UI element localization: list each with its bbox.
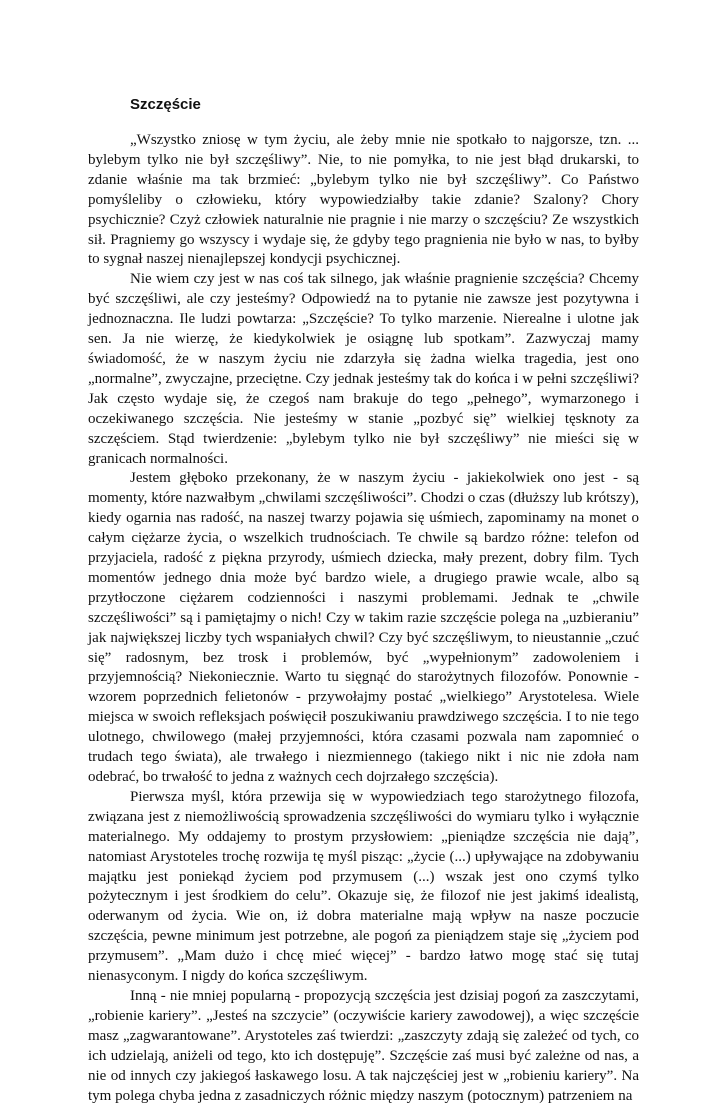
paragraph: Jestem głęboko przekonany, że w naszym życiu - jakiekolwiek ono jest - są momenty, które nazwałbym „chwilami szczęśliwości”. Chodzi o czas (dłuższy lub krótszy), kiedy ogarnia nas radość, na naszej twarzy pojawia się uśmiech, zapominamy na monet o całym ciężarze życia, o wszelkich trudnościach. Te chwile są bardzo różne: telefon od przyjaciela, radość z piękna przyrody, uśmiech dziecka, mały prezent, dobry film. Tych momentów jednego dnia może być bardzo wiele, a drugiego prawie wcale, albo są przytłoczone ciężarem codzienności i naszymi problemami. Jednak te „chwile szczęśliwości” są i pamiętajmy o nich! Czy w takim razie szczęście polega na „uzbieraniu” jak największej liczby tych wspaniałych chwil? Czy być szczęśliwym, to nieustannie „czuć się” radosnym, bez trosk i problemów, być „wypełnionym” zadowoleniem i przyjemnością? Niekoniecznie. Warto tu sięgnąć do starożytnych filozofów. Ponownie - wzorem poprzednich felietonów - przywołajmy postać „wielkiego” Arystotelesa. Wiele miejsca w swoich refleksjach poświęcił poszukiwaniu prawdziwego szczęścia. I to nie tego ulotnego, chwilowego (małej przyjemności, która czasami pozwala nam zapomnieć o trudach tego świata), ale trwałego i niezmiennego (takiego nikt i nic nie zdoła nam odebrać, bo trwałość to jedna z ważnych cech dojrzałego szczęścia). (88, 470, 639, 785)
article-body (88, 131, 639, 1106)
paragraph: Pierwsza myśl, która przewija się w wypowiedziach tego starożytnego filozofa, związana jest z niemożliwością sprowadzenia szczęśliwości do wymiaru tylko i wyłącznie materialnego. My oddajemy to prostym przysłowiem: „pieniądze szczęścia nie dają”, natomiast Arystoteles trochę rozwija tę myśl pisząc: „życie (...) upływające na zdobywaniu majątku jest poniekąd życiem pod przymusem (...) wszak jest ono czymś tylko pożytecznym i jest środkiem do celu”. Okazuje się, że filozof nie jest jakimś idealistą, oderwanym od życia. Wie on, iż dobra materialne mają wpływ na nasze poczucie szczęścia, pewne minimum jest potrzebne, ale pogoń za pieniądzem staje się „życiem pod przymusem”. „Mam dużo i chcę mieć więcej” - bardzo łatwo mogę stać się tutaj nienasyconym. I nigdy do końca szczęśliwym. (88, 788, 639, 985)
paragraph: Inną - nie mniej popularną - propozycją szczęścia jest dzisiaj pogoń za zaszczytami, „robienie kariery”. „Jesteś na szczycie” (oczywiście kariery zawodowej), a więc szczęście masz „zagwarantowane”. Arystoteles zaś twierdzi: „zaszczyty zdają się zależeć od tych, co ich udzielają, aniżeli od tego, kto ich dostępuję”. Szczęście zaś musi być zależne od nas, a nie od innych czy jakiegoś łaskawego losu. A tak najczęściej jest w „robieniu kariery”. Na tym polega chyba jedna z zasadniczych różnic między naszym (potocznym) patrzeniem na (88, 987, 639, 1104)
paragraph: Nie wiem czy jest w nas coś tak silnego, jak właśnie pragnienie szczęścia? Chcemy być szczęśliwi, ale czy jesteśmy? Odpowiedź na to pytanie nie zawsze jest pozytywna i jednoznaczna. Ile ludzi powtarza: „Szczęście? To tylko marzenie. Nierealne i ulotne jak sen. Ja nie wierzę, że kiedykolwiek je osiągnę lub spotkam”. Zazwyczaj mamy świadomość, że w naszym życiu nie zdarzyła się żadna wielka tragedia, jest ono „normalne”, zwyczajne, przeciętne. Czy jednak jesteśmy tak do końca i w pełni szczęśliwi? Jak często wydaje się, że czegoś nam brakuje do tego „pełnego”, wymarzonego i oczekiwanego szczęścia. Nie jesteśmy w stanie „pozbyć się” wielkiej tęsknoty za szczęściem. Stąd twierdzenie: „bylebym tylko nie był szczęśliwy” nie mieści się w granicach normalności. (88, 271, 639, 467)
document-title: Szczęście (130, 96, 201, 113)
paragraph: „Wszystko zniosę w tym życiu, ale żeby mnie nie spotkało to najgorsze, tzn. ... bylebym tylko nie był szczęśliwy”. Nie, to nie pomyłka, to nie jest błąd drukarski, to zdanie właśnie ma tak brzmieć: „bylebym tylko nie był szczęśliwy”. Co Państwo pomyśleliby o człowieku, który wypowiedziałby takie zdanie? Szalony? Chory psychicznie? Czyż człowiek naturalnie nie pragnie i nie marzy o szczęściu? Ze wszystkich sił. Pragniemy go wszyscy i wydaje się, że gdyby tego pragnienia nie było w nas, to byłby to sygnał naszej nienajlepszej kondycji psychicznej. (88, 132, 639, 268)
